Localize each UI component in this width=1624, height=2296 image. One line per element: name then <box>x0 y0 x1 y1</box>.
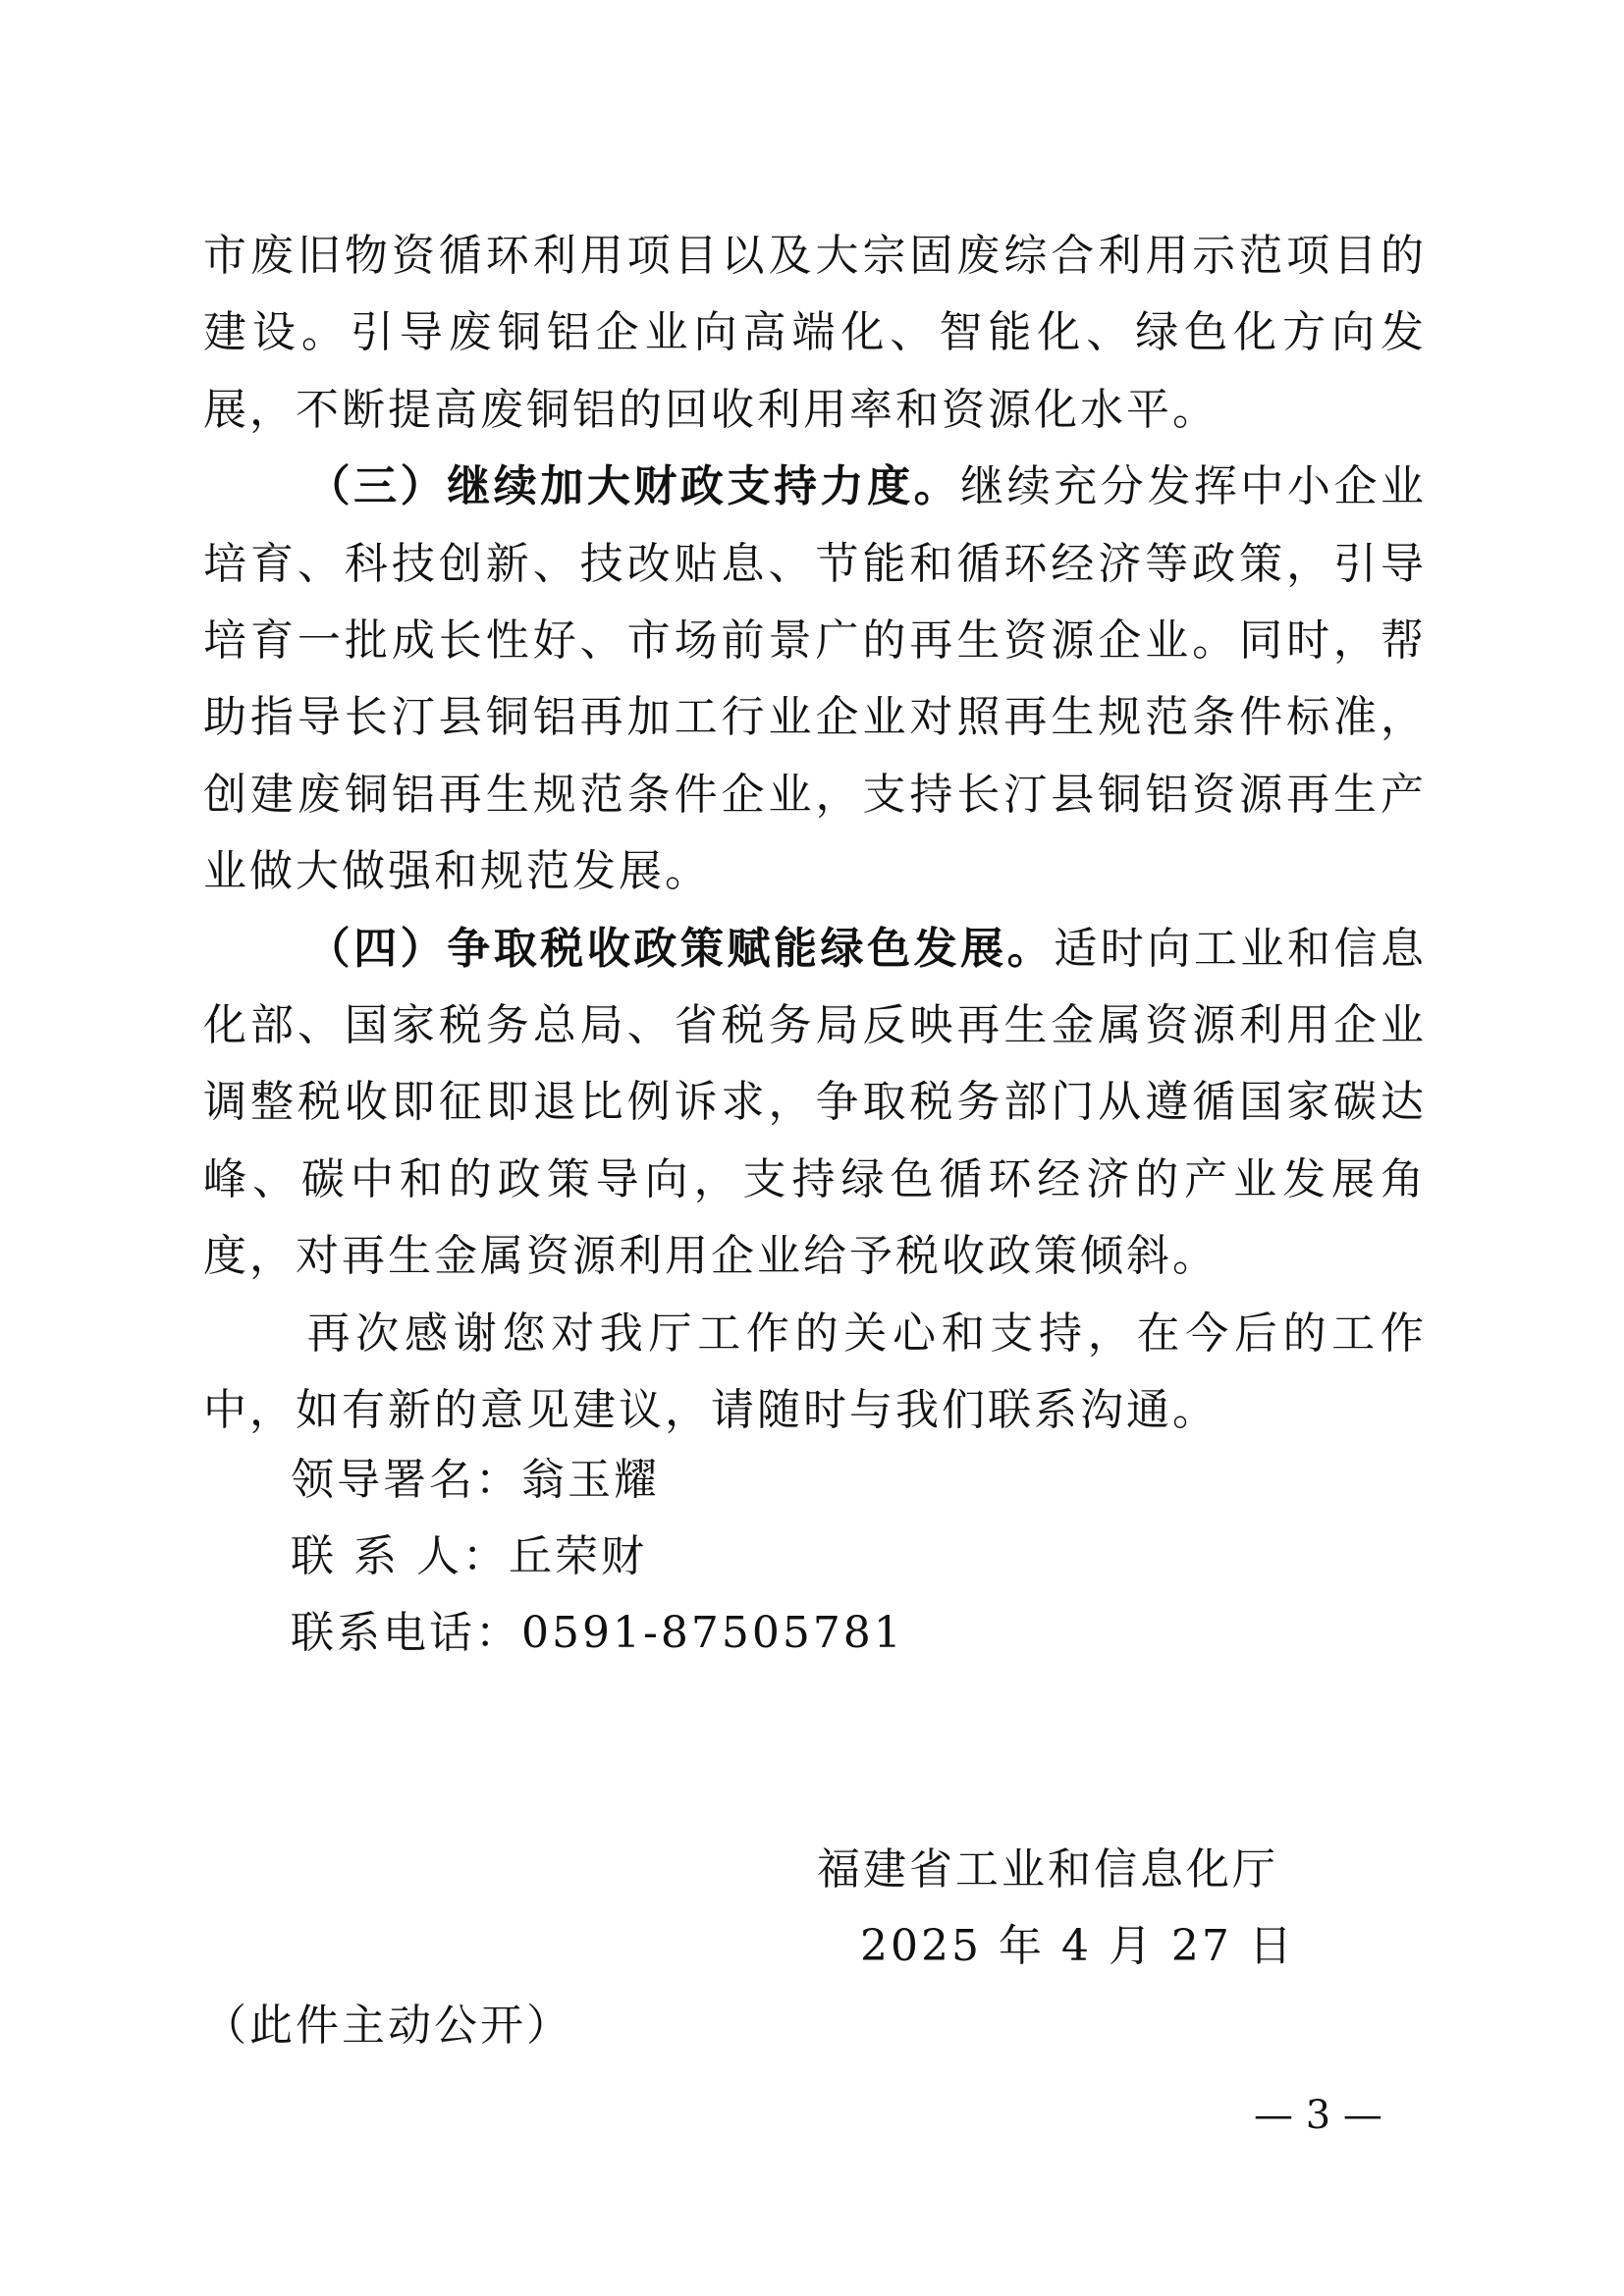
letter-body <box>203 218 1427 1450</box>
page-number: — 3 — <box>1254 2093 1382 2138</box>
paragraph-heading: （四）争取税收政策赋能绿色发展。 <box>306 923 1055 974</box>
paragraph-continued: 市废旧物资循环利用项目以及大宗固废综合利用示范项目的建设。引导废铜铝企业向高端化、智能化、绿色化方向发展，不断提高废铜铝的回收利用率和资源化水平。 <box>203 231 1427 435</box>
paragraph-text: 继续充分发挥中小企业培育、科技创新、技改贴息、节能和循环经济等政策，引导培育一批成长性好、市场前景广的再生资源企业。同时，帮助指导长汀县铜铝再加工行业企业对照再生规范条件标准，创建废铜铝再生规范条件企业，支持长汀县铜铝资源再生产业做大做强和规范发展。 <box>203 461 1428 897</box>
paragraph-fiscal-support <box>203 449 1427 910</box>
contact-block <box>291 1442 904 1672</box>
paragraph-closing: 再次感谢您对我厅工作的关心和支持，在今后的工作中，如有新的意见建议，请随时与我们联系沟通。 <box>203 1308 1427 1436</box>
issue-date: 2025 年 4 月 27 日 <box>860 1921 1295 1971</box>
disclosure-notice: （此件主动公开） <box>203 2001 572 2051</box>
paragraph-text: 适时向工业和信息化部、国家税务总局、省税务局反映再生金属资源利用企业调整税收即征即退比例诉求，争取税务部门从遵循国家碳达峰、碳中和的政策导向，支持绿色循环经济的产业发展角度，对再生金属资源利用企业给予税收政策倾斜。 <box>203 923 1428 1282</box>
leader-signature: 领导署名：翁玉耀 <box>291 1455 660 1505</box>
contact-phone: 联系电话：0591-87505781 <box>291 1608 904 1658</box>
paragraph-heading: （三）继续加大财政支持力度。 <box>306 461 961 512</box>
contact-person: 联 系 人：丘荣财 <box>291 1531 647 1581</box>
paragraph-tax-policy <box>203 911 1427 1296</box>
sender-organization: 福建省工业和信息化厅 <box>817 1844 1278 1895</box>
